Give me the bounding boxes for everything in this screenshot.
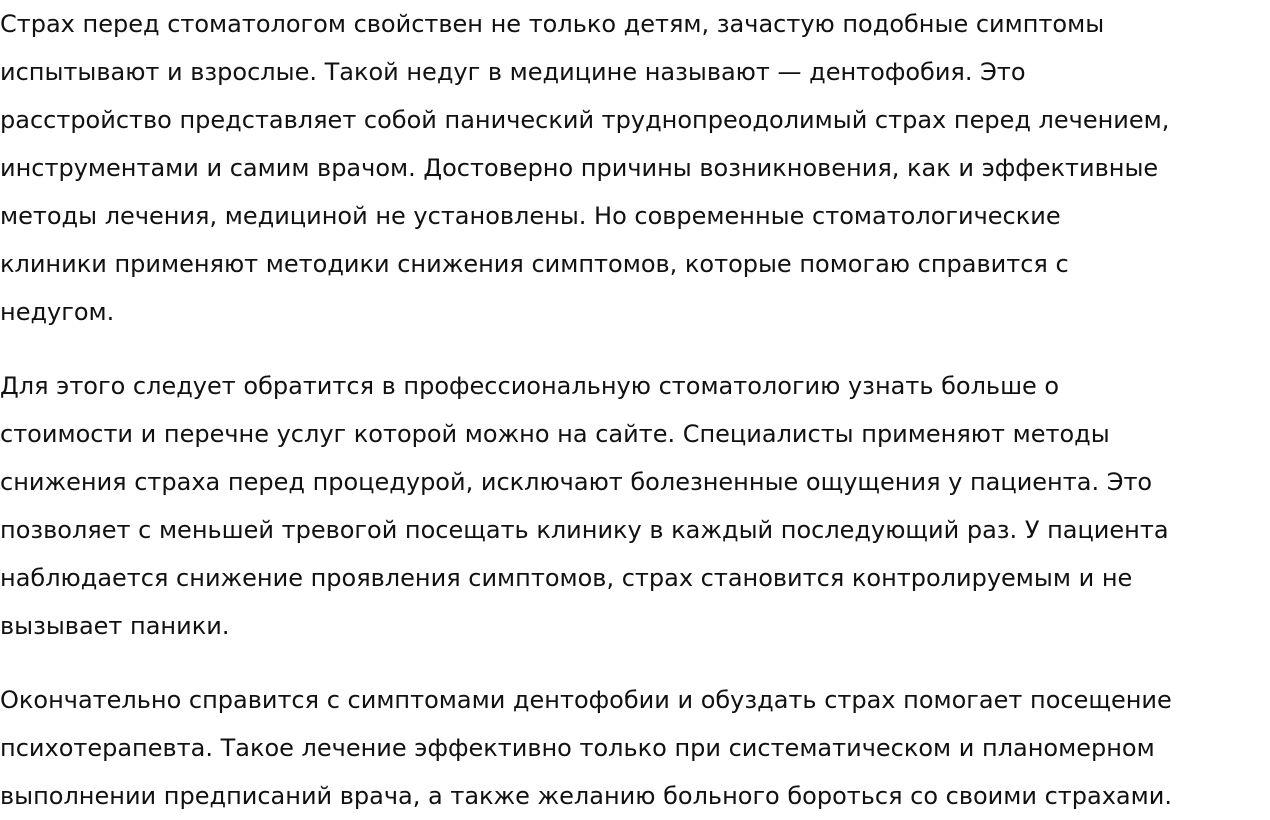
text-line: психотерапевта. Такое лечение эффективно только при систематическом и планомерном [0, 734, 1155, 762]
paragraph-dentophobia-intro [0, 0, 1270, 336]
text-line: стоимости и перечне услуг которой можно на сайте. Специалисты применяют методы [0, 420, 1110, 448]
paragraph-psychotherapy [0, 676, 1270, 820]
text-line: Страх перед стоматологом свойствен не только детям, зачастую подобные симптомы [0, 10, 1105, 38]
text-line: методы лечения, медициной не установлены. Но современные стоматологические [0, 202, 1061, 230]
text-line: позволяет с меньшей тревогой посещать клинику в каждый последующий раз. У пациента [0, 516, 1169, 544]
text-line: наблюдается снижение проявления симптомов, страх становится контролируемым и не [0, 564, 1133, 592]
text-line: недугом. [0, 298, 115, 326]
text-line: Для этого следует обратится в профессиональную стоматологию узнать больше о [0, 372, 1060, 400]
paragraph-clinic-methods [0, 362, 1270, 650]
text-line: инструментами и самим врачом. Достоверно причины возникновения, как и эффективные [0, 154, 1159, 182]
text-line: испытывают и взрослые. Такой недуг в медицине называют — дентофобия. Это [0, 58, 1026, 86]
text-line: клиники применяют методики снижения симптомов, которые помогаю справится с [0, 250, 1069, 278]
text-line: Окончательно справится с симптомами дентофобии и обуздать страх помогает посещение [0, 686, 1172, 714]
text-line: снижения страха перед процедурой, исключают болезненные ощущения у пациента. Это [0, 468, 1153, 496]
text-line: расстройство представляет собой панический труднопреодолимый страх перед лечением, [0, 106, 1170, 134]
text-line: вызывает паники. [0, 612, 230, 640]
text-line: выполнении предписаний врача, а также желанию больного бороться со своими страхами. [0, 782, 1172, 810]
